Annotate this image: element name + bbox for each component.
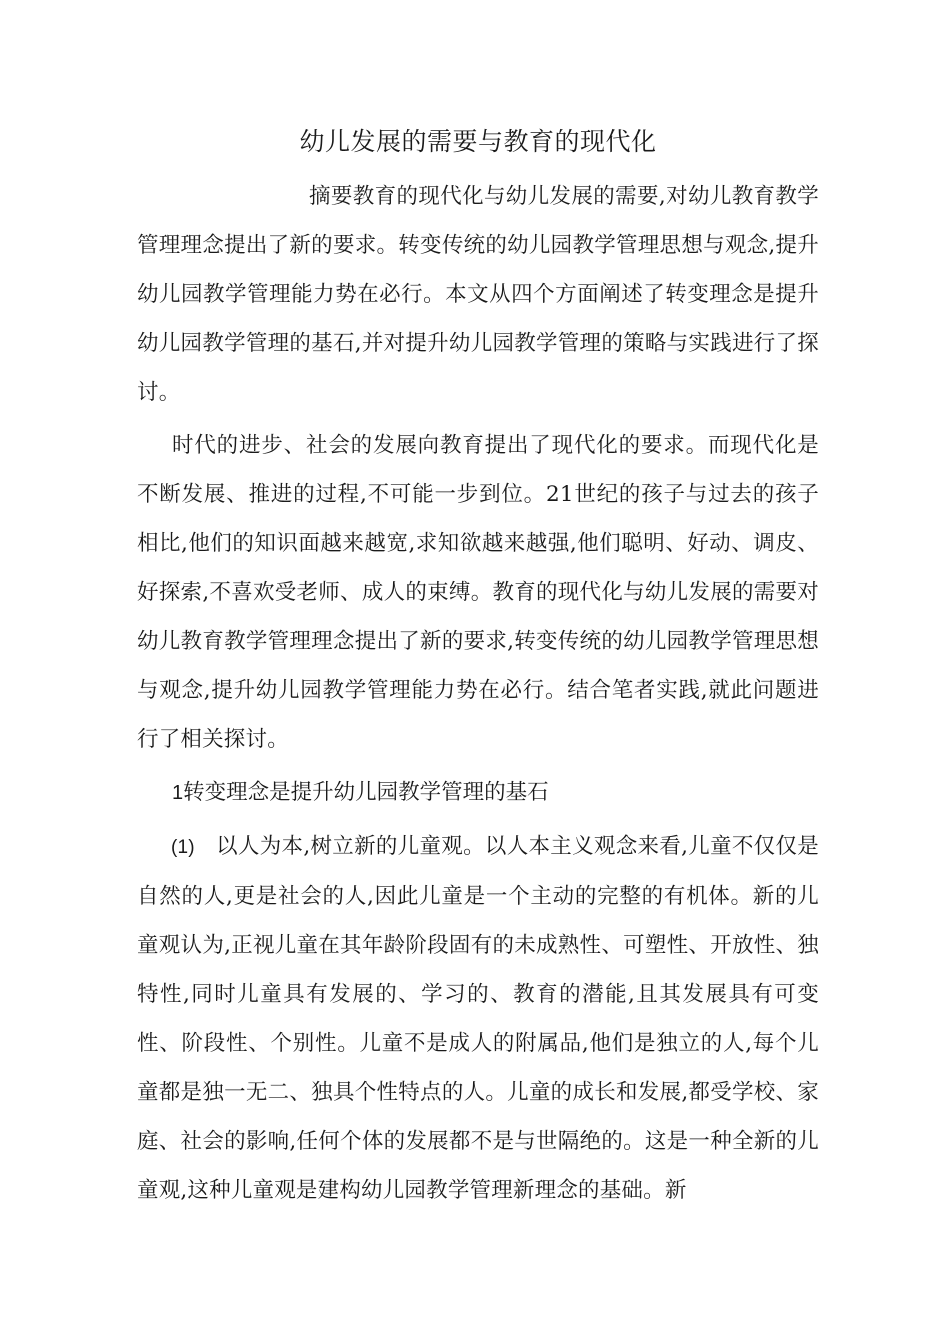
section-heading-text: 转变理念是提升幼儿园教学管理的基石	[183, 780, 549, 805]
abstract-paragraph: 摘要教育的现代化与幼儿发展的需要,对幼儿教育教学管理理念提出了新的要求。转变传统的幼儿园教学管理思想与观念,提升幼儿园教学管理能力势在必行。本文从四个方面阐述了转变理念是提升幼儿园教学管理的基石,并对提升幼儿园教学管理的策略与实践进行了探讨。	[137, 184, 819, 405]
section-heading	[137, 768, 819, 818]
list-item	[137, 822, 819, 1215]
section-number: 1	[172, 782, 184, 804]
intro-paragraph: 时代的进步、社会的发展向教育提出了现代化的要求。而现代化是不断发展、推进的过程,不可能一步到位。21世纪的孩子与过去的孩子相比,他们的知识面越来越宽,求知欲越来越强,他们聪明、好动、调皮、好探索,不喜欢受老师、成人的束缚。教育的现代化与幼儿发展的需要对幼儿教育教学管理理念提出了新的要求,转变传统的幼儿园教学管理思想与观念,提升幼儿园教学管理能力势在必行。结合笔者实践,就此问题进行了相关探讨。	[137, 433, 819, 752]
list-item-marker: (1)	[171, 837, 195, 858]
list-item-text: 以人为本,树立新的儿童观。以人本主义观念来看,儿童不仅仅是自然的人,更是社会的人,因此儿童是一个主动的完整的有机体。新的儿童观认为,正视儿童在其年龄阶段固有的未成熟性、可塑性、开放性、独特性,同时儿童具有发展的、学习的、教育的潜能,且其发展具有可变性、阶段性、个别性。儿童不是成人的附属品,他们是独立的人,每个儿童都是独一无二、独具个性特点的人。儿童的成长和发展,都受学校、家庭、社会的影响,任何个体的发展都不是与世隔绝的。这是一种全新的儿童观,这种儿童观是建构幼儿园教学管理新理念的基础。新	[137, 834, 819, 1203]
document-title: 幼儿发展的需要与教育的现代化	[299, 127, 657, 156]
document-page	[137, 122, 819, 1219]
